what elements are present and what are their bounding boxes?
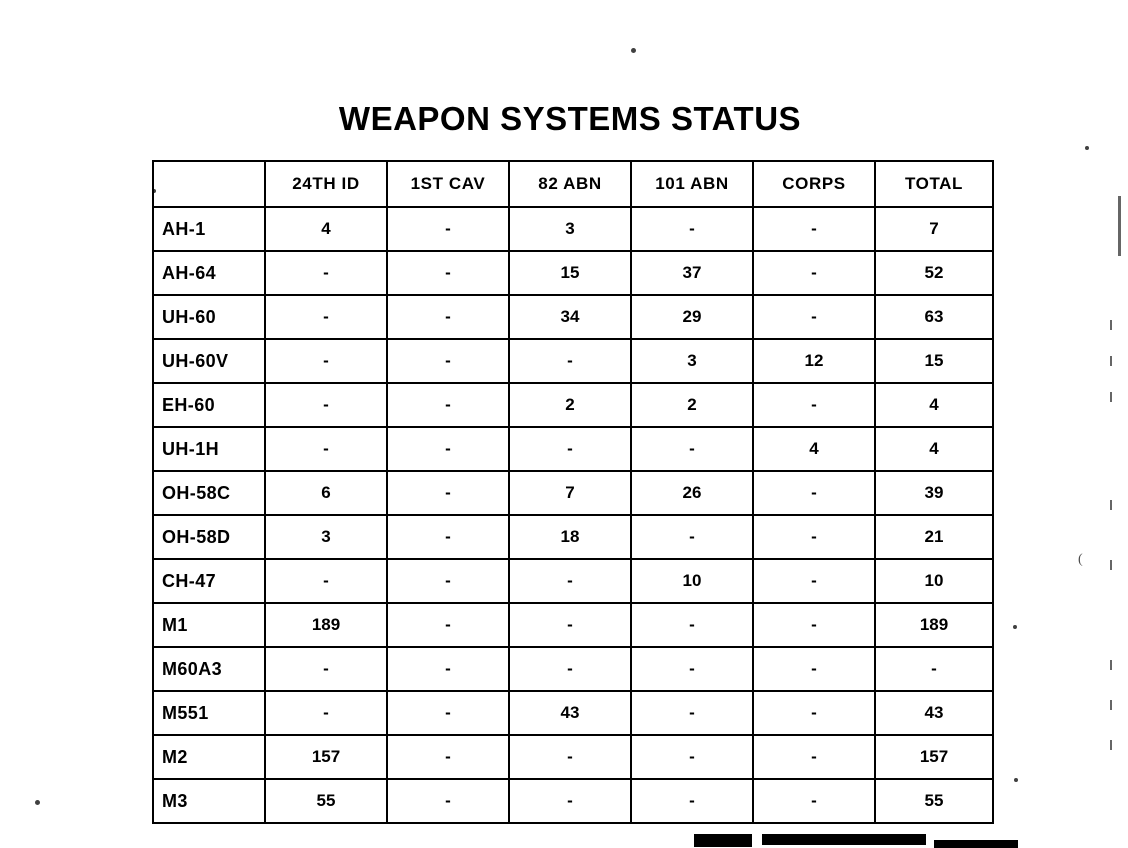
cell-total: 15 <box>875 339 993 383</box>
cell-1st-cav: - <box>387 339 509 383</box>
row-label: AH-1 <box>153 207 265 251</box>
cell-1st-cav: - <box>387 735 509 779</box>
cell-82-abn: 18 <box>509 515 631 559</box>
page-edge-mark <box>1110 660 1112 670</box>
cell-101-abn: 37 <box>631 251 753 295</box>
cell-82-abn: - <box>509 647 631 691</box>
page-edge-mark <box>1110 356 1112 366</box>
cell-1st-cav: - <box>387 295 509 339</box>
cell-24th-id: 4 <box>265 207 387 251</box>
cell-corps: 4 <box>753 427 875 471</box>
cell-corps: - <box>753 647 875 691</box>
column-header-24th-id: 24TH ID <box>265 161 387 207</box>
row-label: M551 <box>153 691 265 735</box>
page-edge-mark <box>1110 392 1112 402</box>
cell-101-abn: - <box>631 603 753 647</box>
cell-101-abn: 26 <box>631 471 753 515</box>
table-row <box>153 207 993 251</box>
column-header-total: TOTAL <box>875 161 993 207</box>
row-label: OH-58D <box>153 515 265 559</box>
cell-101-abn: - <box>631 779 753 823</box>
scan-speck <box>1085 146 1089 150</box>
row-label: M3 <box>153 779 265 823</box>
cell-total: 63 <box>875 295 993 339</box>
cell-total: 157 <box>875 735 993 779</box>
cell-24th-id: 189 <box>265 603 387 647</box>
cell-24th-id: 157 <box>265 735 387 779</box>
cell-1st-cav: - <box>387 207 509 251</box>
cell-82-abn: - <box>509 339 631 383</box>
cell-82-abn: - <box>509 735 631 779</box>
cell-82-abn: 7 <box>509 471 631 515</box>
page-edge-mark <box>1110 320 1112 330</box>
cell-101-abn: - <box>631 735 753 779</box>
cell-24th-id: - <box>265 383 387 427</box>
table-row <box>153 515 993 559</box>
cell-total: 43 <box>875 691 993 735</box>
cell-total: - <box>875 647 993 691</box>
cell-total: 7 <box>875 207 993 251</box>
cell-corps: - <box>753 295 875 339</box>
scan-speck <box>631 48 636 53</box>
table-body <box>153 207 993 823</box>
cell-24th-id: - <box>265 295 387 339</box>
cell-total: 55 <box>875 779 993 823</box>
cell-1st-cav: - <box>387 779 509 823</box>
weapon-systems-table <box>152 160 994 824</box>
page-edge-mark <box>1110 700 1112 710</box>
cell-corps: - <box>753 691 875 735</box>
cell-1st-cav: - <box>387 427 509 471</box>
registration-bar <box>694 834 752 847</box>
cell-1st-cav: - <box>387 559 509 603</box>
row-label: UH-60 <box>153 295 265 339</box>
cell-101-abn: - <box>631 647 753 691</box>
cell-total: 39 <box>875 471 993 515</box>
cell-corps: - <box>753 207 875 251</box>
cell-24th-id: - <box>265 427 387 471</box>
page-edge-mark <box>1110 560 1112 570</box>
cell-82-abn: 3 <box>509 207 631 251</box>
cell-24th-id: - <box>265 647 387 691</box>
cell-1st-cav: - <box>387 647 509 691</box>
cell-24th-id: 55 <box>265 779 387 823</box>
scan-speck <box>35 800 40 805</box>
column-header-101-abn: 101 ABN <box>631 161 753 207</box>
scan-speck <box>152 189 156 193</box>
cell-total: 4 <box>875 383 993 427</box>
cell-82-abn: 34 <box>509 295 631 339</box>
cell-101-abn: 29 <box>631 295 753 339</box>
cell-1st-cav: - <box>387 471 509 515</box>
cell-1st-cav: - <box>387 251 509 295</box>
cell-101-abn: - <box>631 691 753 735</box>
table-corner-cell <box>153 161 265 207</box>
cell-corps: - <box>753 559 875 603</box>
cell-1st-cav: - <box>387 691 509 735</box>
row-label: CH-47 <box>153 559 265 603</box>
registration-bar <box>934 840 1018 848</box>
scan-speck <box>1013 625 1017 629</box>
cell-1st-cav: - <box>387 383 509 427</box>
table-row <box>153 383 993 427</box>
cell-101-abn: 2 <box>631 383 753 427</box>
cell-82-abn: - <box>509 559 631 603</box>
cell-corps: - <box>753 471 875 515</box>
row-label: EH-60 <box>153 383 265 427</box>
table-header <box>153 161 993 207</box>
row-label: M2 <box>153 735 265 779</box>
cell-82-abn: - <box>509 603 631 647</box>
cell-101-abn: 10 <box>631 559 753 603</box>
table-row <box>153 603 993 647</box>
page-edge-bracket: ( <box>1078 552 1083 567</box>
cell-24th-id: - <box>265 251 387 295</box>
cell-1st-cav: - <box>387 603 509 647</box>
cell-82-abn: 2 <box>509 383 631 427</box>
cell-total: 10 <box>875 559 993 603</box>
cell-corps: - <box>753 779 875 823</box>
cell-total: 52 <box>875 251 993 295</box>
row-label: AH-64 <box>153 251 265 295</box>
cell-24th-id: - <box>265 339 387 383</box>
cell-101-abn: 3 <box>631 339 753 383</box>
cell-101-abn: - <box>631 515 753 559</box>
table-header-row <box>153 161 993 207</box>
table-row <box>153 735 993 779</box>
cell-total: 4 <box>875 427 993 471</box>
row-label: M1 <box>153 603 265 647</box>
row-label: OH-58C <box>153 471 265 515</box>
table-row <box>153 295 993 339</box>
table-row <box>153 647 993 691</box>
scan-speck <box>1014 778 1018 782</box>
column-header-corps: CORPS <box>753 161 875 207</box>
cell-101-abn: - <box>631 427 753 471</box>
table-row <box>153 691 993 735</box>
cell-82-abn: - <box>509 779 631 823</box>
page-edge-mark <box>1110 500 1112 510</box>
cell-corps: 12 <box>753 339 875 383</box>
table-row <box>153 559 993 603</box>
cell-24th-id: - <box>265 691 387 735</box>
registration-bar <box>762 834 926 845</box>
column-header-82-abn: 82 ABN <box>509 161 631 207</box>
table-row <box>153 339 993 383</box>
table-row <box>153 427 993 471</box>
cell-82-abn: 15 <box>509 251 631 295</box>
weapon-systems-table-wrapper <box>152 160 992 824</box>
cell-24th-id: 3 <box>265 515 387 559</box>
cell-corps: - <box>753 735 875 779</box>
cell-corps: - <box>753 251 875 295</box>
cell-corps: - <box>753 383 875 427</box>
cell-total: 21 <box>875 515 993 559</box>
table-row <box>153 251 993 295</box>
cell-1st-cav: - <box>387 515 509 559</box>
cell-82-abn: 43 <box>509 691 631 735</box>
cell-101-abn: - <box>631 207 753 251</box>
table-row <box>153 779 993 823</box>
cell-82-abn: - <box>509 427 631 471</box>
row-label: M60A3 <box>153 647 265 691</box>
cell-total: 189 <box>875 603 993 647</box>
cell-corps: - <box>753 603 875 647</box>
page-edge-mark <box>1118 196 1121 256</box>
page-edge-mark <box>1110 740 1112 750</box>
cell-corps: - <box>753 515 875 559</box>
table-row <box>153 471 993 515</box>
cell-24th-id: 6 <box>265 471 387 515</box>
row-label: UH-1H <box>153 427 265 471</box>
cell-24th-id: - <box>265 559 387 603</box>
page-title: WEAPON SYSTEMS STATUS <box>338 100 802 137</box>
column-header-1st-cav: 1ST CAV <box>387 161 509 207</box>
row-label: UH-60V <box>153 339 265 383</box>
